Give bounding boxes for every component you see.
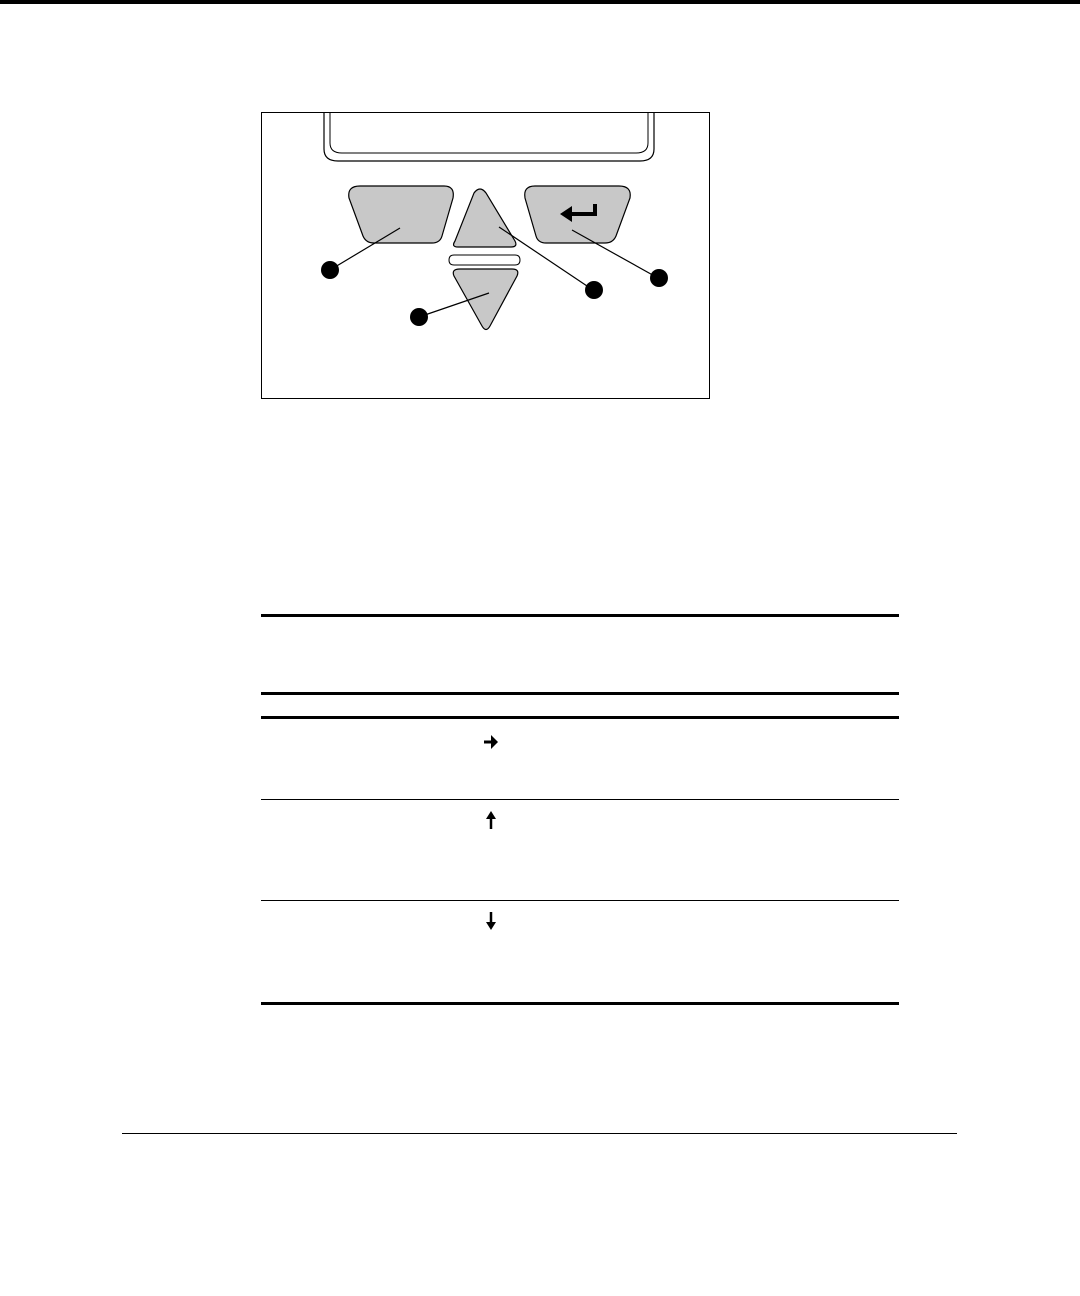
table-body-rule bbox=[261, 716, 899, 719]
row-divider bbox=[261, 799, 899, 800]
callout-2 bbox=[410, 308, 428, 326]
table-header-rule bbox=[261, 692, 899, 695]
keypad-figure bbox=[261, 112, 710, 399]
table-top-rule bbox=[261, 614, 899, 617]
down-arrow-icon bbox=[483, 911, 499, 931]
key-table bbox=[261, 614, 899, 1006]
display-bezel bbox=[324, 113, 654, 161]
table-bottom-rule bbox=[261, 1002, 899, 1005]
down-key bbox=[453, 269, 518, 330]
callout-3 bbox=[585, 281, 603, 299]
up-key bbox=[454, 189, 516, 247]
callout-1 bbox=[321, 261, 339, 279]
footer-rule bbox=[122, 1133, 957, 1134]
up-arrow-icon bbox=[483, 810, 499, 830]
key-separator bbox=[449, 255, 520, 265]
header-rule bbox=[0, 0, 1080, 4]
row-divider bbox=[261, 900, 899, 901]
callout-4 bbox=[650, 269, 668, 287]
right-arrow-icon bbox=[483, 732, 499, 752]
left-key bbox=[349, 186, 454, 243]
